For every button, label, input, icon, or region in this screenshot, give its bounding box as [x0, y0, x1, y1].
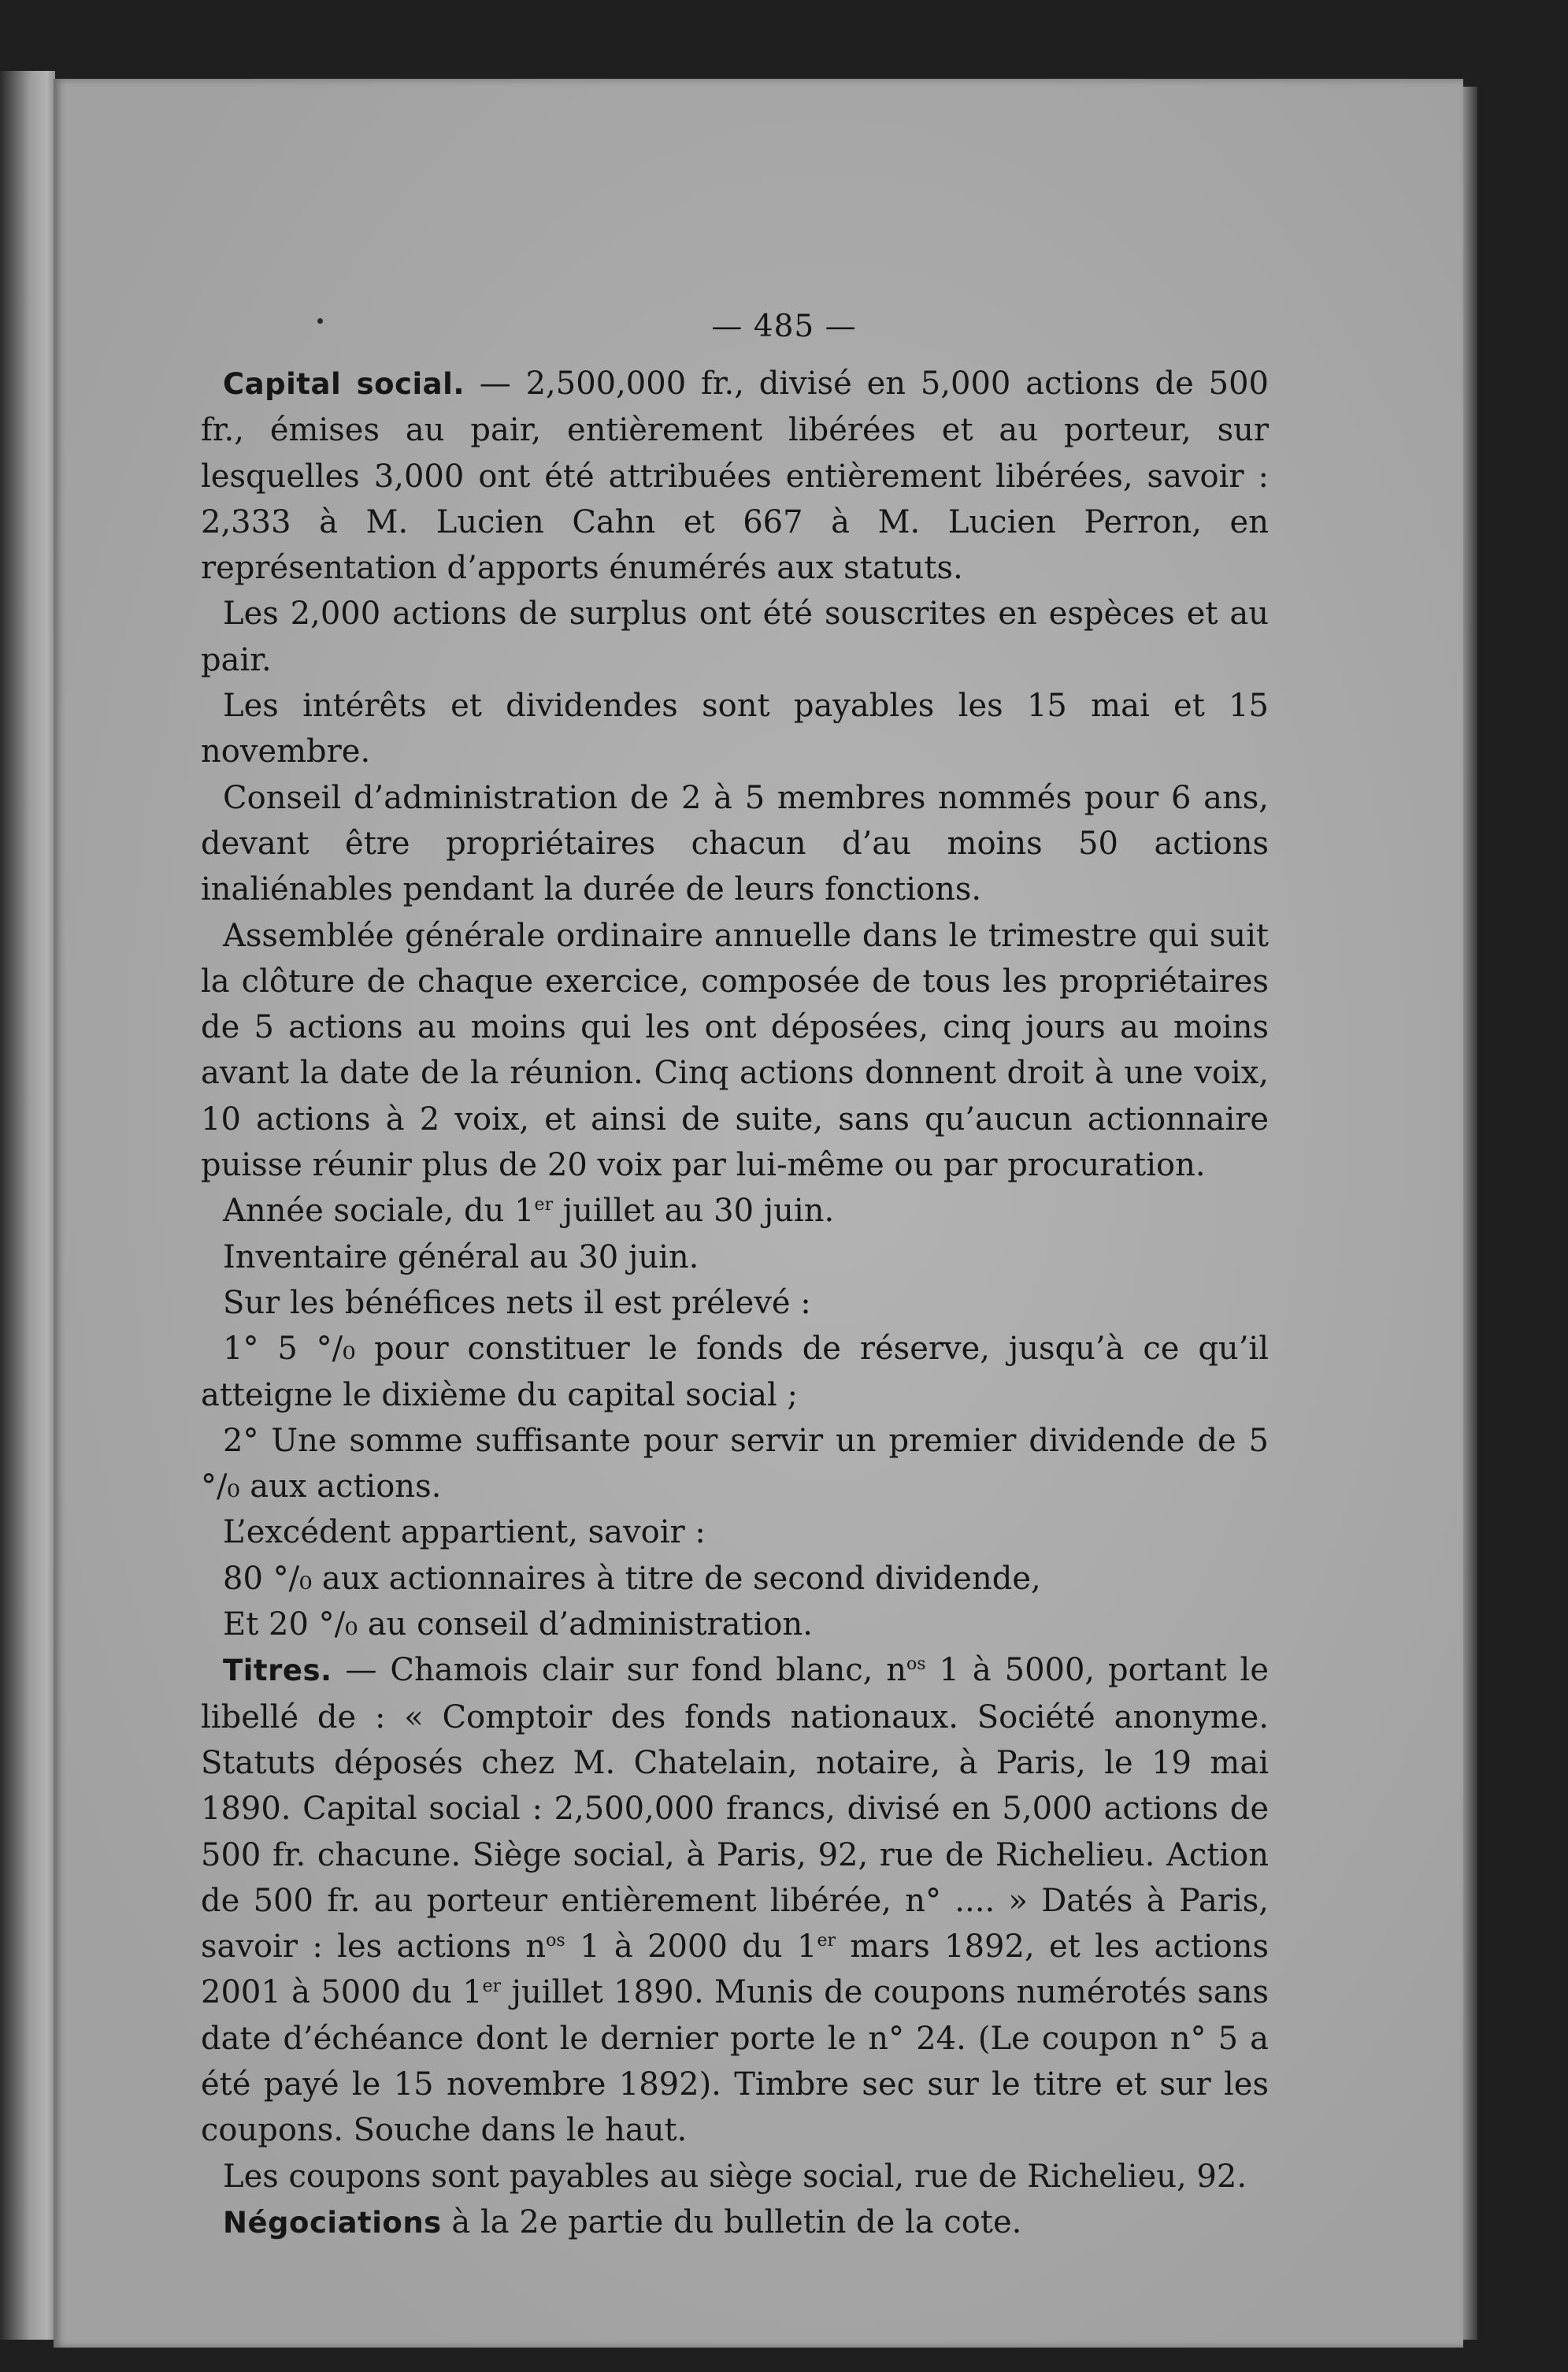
- annee-text-b: juillet au 30 juin.: [553, 1193, 835, 1230]
- paragraph-assemblee: Assemblée générale ordinaire annuelle dans le trimestre qui suit la clôture de chaque exercice, composée de tous les propriétaires de 5 actions au moins qui les ont déposées, cinq jours au moins avant la date de la réunion. Cinq actions donnent droit à une voix, 10 actions à 2 voix, et ainsi de suite, sans qu’aucun actionnaire puisse réunir plus de 20 voix par lui-même ou par procuration.: [201, 917, 1269, 1184]
- body-text: [201, 361, 1269, 2246]
- page-number: — 485 —: [711, 309, 857, 344]
- negociations-text: à la 2e partie du bulletin de la cote.: [441, 2203, 1022, 2240]
- heading-negociations: Négociations: [223, 2205, 442, 2240]
- titres-text-b: 1 à 5000, portant le libellé de : « Comptoir des fonds nationaux. Société anonyme. Statuts déposés chez M. Chatelain, notaire, à Paris, le 19 mai 1890. Capital social : 2,500,000 francs, divisé en 5,000 actions de 500 fr. chacune. Siège social, à Paris, 92, rue de Richelieu. Action de 500 fr. au porteur entièrement libérée, n° .... » Datés à Paris, savoir : les actions n: [201, 1652, 1269, 1966]
- page-right-edge: [1463, 87, 1477, 2340]
- paragraph-excedent: L’excédent appartient, savoir :: [223, 1514, 706, 1551]
- titres-text-a: — Chamois clair sur fond blanc, n: [332, 1652, 907, 1689]
- titres-sup-d: er: [482, 1977, 502, 1997]
- paragraph-actionnaires: 80 °/₀ aux actionnaires à titre de second dividende,: [223, 1560, 1041, 1597]
- titres-sup-c: er: [817, 1931, 836, 1951]
- capital-social-text: — 2,500,000 fr., divisé en 5,000 actions de 500 fr., émises au pair, entièrement libérées et au porteur, sur lesquelles 3,000 ont été attribuées entièrement libérées, savoir : 2,333 à M. Lucien Cahn et 667 à M. Lucien Perron, en représentation d’apports énumérés aux statuts.: [201, 366, 1270, 587]
- paragraph-conseil: Conseil d’administration de 2 à 5 membres nommés pour 6 ans, devant être propriétaires chacun d’au moins 50 actions inaliénables pendant la durée de leurs fonctions.: [201, 779, 1269, 908]
- paragraph-capital-social: [201, 361, 1269, 591]
- paragraph-interets: Les intérêts et dividendes sont payables les 15 mai et 15 novembre.: [201, 688, 1269, 770]
- paragraph-negociations: [201, 2199, 1269, 2246]
- annee-sup: er: [534, 1195, 554, 1216]
- paragraph-premier-dividende: 2° Une somme suffisante pour servir un premier dividende de 5 °/₀ aux actions.: [201, 1422, 1269, 1505]
- titres-sup-a: os: [906, 1654, 926, 1675]
- paragraph-surplus: Les 2,000 actions de surplus ont été souscrites en espèces et au pair.: [201, 596, 1269, 678]
- paragraph-titres: [201, 1647, 1269, 2153]
- heading-titres: Titres.: [223, 1654, 332, 1688]
- titres-text-d: mars 1892, et les actions 2001 à 5000 du 1: [201, 1928, 1269, 2011]
- paragraph-coupons: Les coupons sont payables au siège social, rue de Richelieu, 92.: [223, 2158, 1247, 2195]
- heading-capital-social: Capital social.: [223, 367, 465, 401]
- titres-text-e: juillet 1890. Munis de coupons numérotés sans date d’échéance dont le dernier porte le n° 24. (Le coupon n° 5 a été payé le 15 novembre 1892). Timbre sec sur le titre et sur les coupons. Souche dans le haut.: [201, 1974, 1269, 2149]
- paragraph-benefices: Sur les bénéfices nets il est prélevé :: [223, 1284, 811, 1321]
- paragraph-annee-sociale: [201, 1188, 1269, 1234]
- titres-sup-b: os: [546, 1931, 565, 1951]
- paragraph-conseil-part: Et 20 °/₀ au conseil d’administration.: [223, 1606, 813, 1643]
- paragraph-inventaire: Inventaire général au 30 juin.: [223, 1238, 699, 1275]
- annee-text-a: Année sociale, du 1: [223, 1193, 535, 1230]
- titres-text-c: 1 à 2000 du 1: [565, 1928, 817, 1966]
- previous-page-edge: [0, 71, 55, 2340]
- paragraph-reserve: 1° 5 °/₀ pour constituer le fonds de réserve, jusqu’à ce qu’il atteigne le dixième du capital social ;: [201, 1331, 1269, 1413]
